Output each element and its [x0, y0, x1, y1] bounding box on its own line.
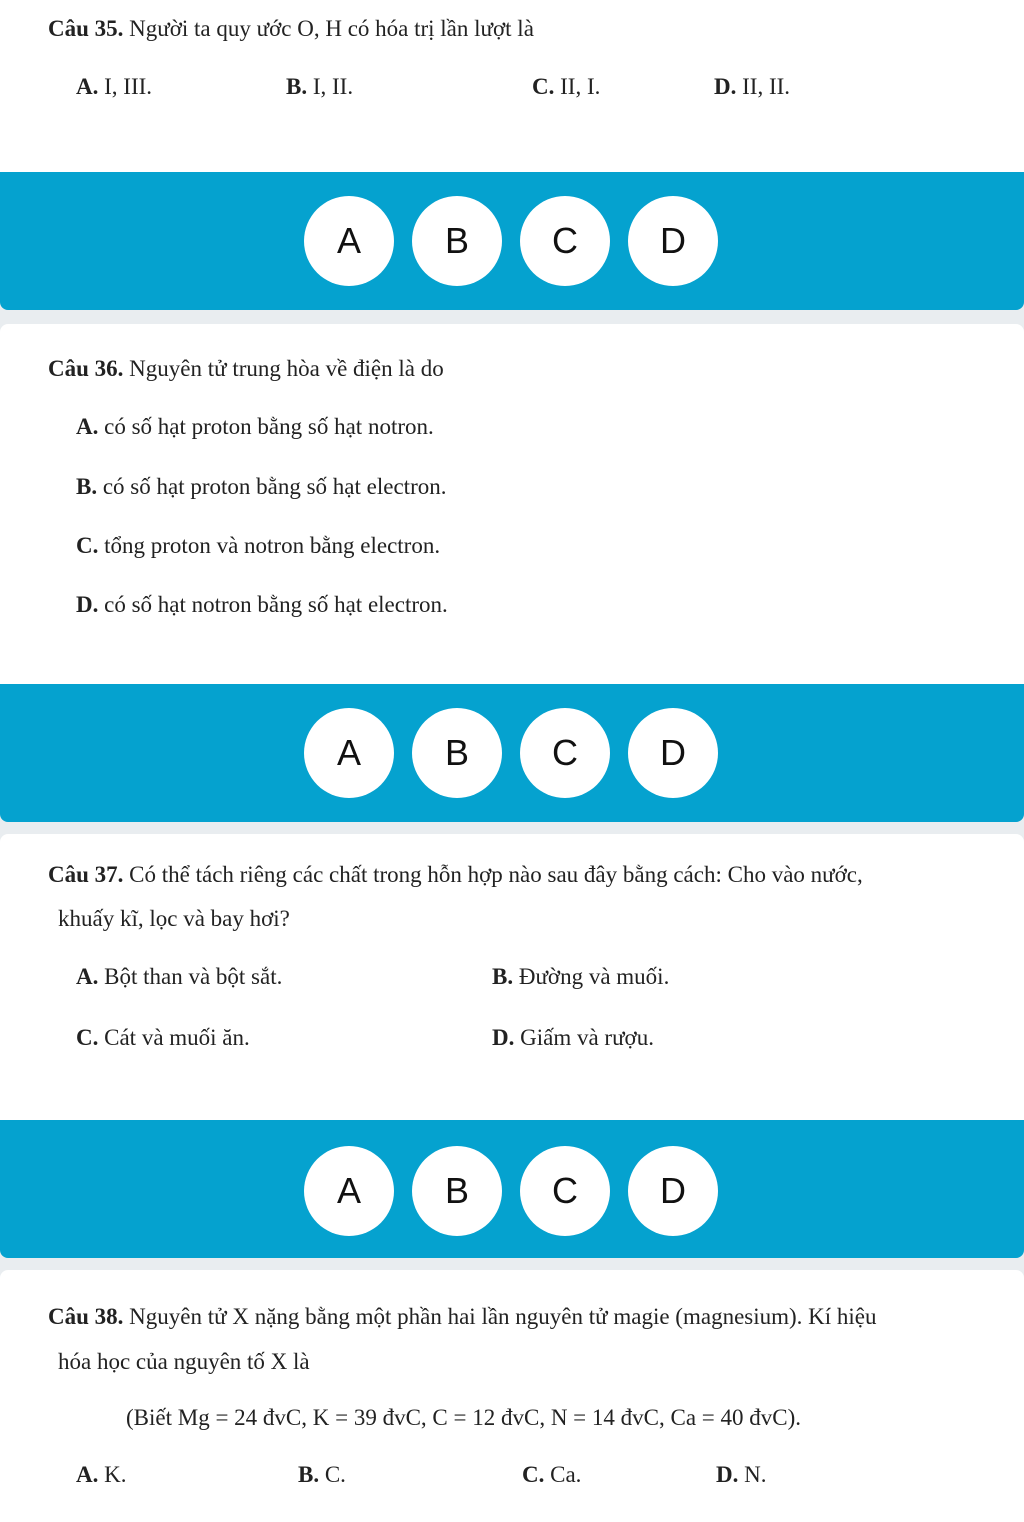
option-c: C. tổng proton và notron bằng electron. — [76, 533, 441, 558]
option-a: A. có số hạt proton bằng số hạt notron. — [76, 414, 434, 439]
option-b: B. có số hạt proton bằng số hạt electron. — [76, 474, 447, 499]
question-number: Câu 35. — [48, 16, 124, 41]
question-stem-line1: Nguyên tử X nặng bằng một phần hai lần nguyên tử magie (magnesium). Kí hiệu — [129, 1304, 877, 1329]
option-d: D. có số hạt notron bằng số hạt electron. — [76, 592, 448, 617]
question-35-text — [48, 14, 534, 44]
answer-c-button[interactable]: C — [520, 708, 610, 798]
answer-c-button[interactable]: C — [520, 1146, 610, 1236]
answer-d-button[interactable]: D — [628, 1146, 718, 1236]
question-38-text-line2: hóa học của nguyên tố X là — [58, 1349, 310, 1374]
option-d: D. Giấm và rượu. — [492, 1025, 654, 1050]
answer-a-button[interactable]: A — [304, 196, 394, 286]
option-a: A. Bột than và bột sắt. — [76, 964, 283, 989]
answer-a-button[interactable]: A — [304, 708, 394, 798]
answer-d-button[interactable]: D — [628, 196, 718, 286]
answer-band-37 — [0, 1120, 1024, 1258]
answer-band-35 — [0, 172, 1024, 310]
question-number: Câu 37. — [48, 862, 124, 887]
answer-b-button[interactable]: B — [412, 196, 502, 286]
question-number: Câu 38. — [48, 1304, 124, 1329]
option-d: D. N. — [716, 1462, 767, 1487]
answer-a-button[interactable]: A — [304, 1146, 394, 1236]
question-37-text-line2: khuấy kĩ, lọc và bay hơi? — [58, 906, 290, 931]
option-c: C. II, I. — [532, 74, 601, 99]
option-b: B. C. — [298, 1462, 346, 1487]
answer-band-36 — [0, 684, 1024, 822]
question-38-text — [48, 1302, 877, 1332]
answer-d-button[interactable]: D — [628, 708, 718, 798]
question-36-text — [48, 354, 444, 384]
answer-c-button[interactable]: C — [520, 196, 610, 286]
option-b: B. I, II. — [286, 74, 354, 99]
option-c: C. Cát và muối ăn. — [76, 1025, 250, 1050]
option-a: A. K. — [76, 1462, 127, 1487]
question-stem-line1: Có thể tách riêng các chất trong hỗn hợp nào sau đây bằng cách: Cho vào nước, — [129, 862, 863, 887]
option-b: B. Đường và muối. — [492, 964, 670, 989]
option-a: A. I, III. — [76, 74, 153, 99]
question-stem: Người ta quy ước O, H có hóa trị lần lượt là — [129, 16, 534, 41]
option-c: C. Ca. — [522, 1462, 582, 1487]
question-38-hint: (Biết Mg = 24 đvC, K = 39 đvC, C = 12 đvC, N = 14 đvC, Ca = 40 đvC). — [126, 1405, 802, 1430]
question-37-text — [48, 860, 863, 890]
answer-b-button[interactable]: B — [412, 708, 502, 798]
answer-b-button[interactable]: B — [412, 1146, 502, 1236]
question-number: Câu 36. — [48, 356, 124, 381]
question-stem: Nguyên tử trung hòa về điện là do — [129, 356, 444, 381]
option-d: D. II, II. — [714, 74, 791, 99]
